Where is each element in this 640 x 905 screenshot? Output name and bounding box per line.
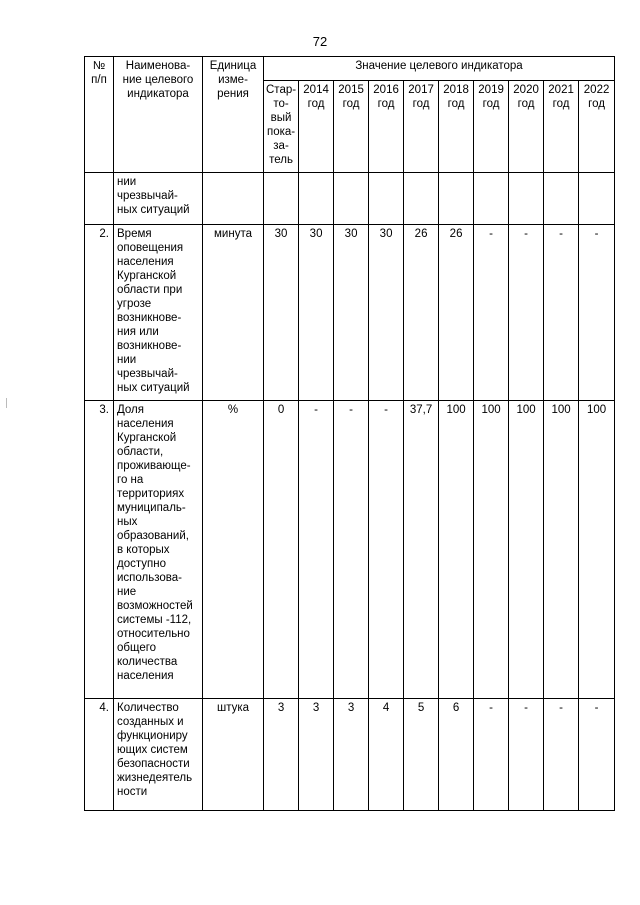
header-values-group: Значение целевого индикатора xyxy=(264,57,615,81)
header-num: № п/п xyxy=(85,57,114,173)
row-name: Доля населения Курганской области, проживающе- го на территориях муниципаль- ных образований, в которых доступно использова- ние возможностей системы -112, относительно общего количества населения xyxy=(114,401,203,699)
row-value xyxy=(579,173,615,225)
header-unit: Единица изме- рения xyxy=(203,57,264,173)
row-value xyxy=(264,173,299,225)
row-value xyxy=(439,173,474,225)
row-value: 3 xyxy=(334,699,369,811)
row-value: - xyxy=(369,401,404,699)
row-value: 30 xyxy=(299,225,334,401)
row-value: - xyxy=(474,225,509,401)
row-unit: минута xyxy=(203,225,264,401)
row-num xyxy=(85,173,114,225)
header-col-year: 2015 год xyxy=(334,81,369,173)
scan-mark xyxy=(6,398,7,408)
row-unit xyxy=(203,173,264,225)
row-value xyxy=(474,173,509,225)
row-num: 3. xyxy=(85,401,114,699)
row-value: 100 xyxy=(579,401,615,699)
row-value xyxy=(404,173,439,225)
header-col-year: 2016 год xyxy=(369,81,404,173)
header-name: Наименова- ние целевого индикатора xyxy=(114,57,203,173)
header-col-year: 2014 год xyxy=(299,81,334,173)
row-value xyxy=(334,173,369,225)
row-value: 3 xyxy=(264,699,299,811)
row-value: - xyxy=(579,699,615,811)
row-value: 30 xyxy=(334,225,369,401)
row-value: - xyxy=(544,225,579,401)
indicator-table xyxy=(84,56,615,811)
header-col-year: 2022 год xyxy=(579,81,615,173)
row-value: 0 xyxy=(264,401,299,699)
row-value: 100 xyxy=(439,401,474,699)
row-value: 26 xyxy=(404,225,439,401)
table-row xyxy=(85,173,615,225)
page-number: 72 xyxy=(312,34,328,49)
row-value: 100 xyxy=(509,401,544,699)
row-value: 37,7 xyxy=(404,401,439,699)
table-row xyxy=(85,699,615,811)
row-value: - xyxy=(509,699,544,811)
row-value: 6 xyxy=(439,699,474,811)
row-value: 100 xyxy=(474,401,509,699)
row-unit: % xyxy=(203,401,264,699)
row-value: - xyxy=(334,401,369,699)
header-col-year: 2021 год xyxy=(544,81,579,173)
row-value: - xyxy=(299,401,334,699)
row-value: 3 xyxy=(299,699,334,811)
table-row xyxy=(85,225,615,401)
table-row xyxy=(85,401,615,699)
header-col-year: 2017 год xyxy=(404,81,439,173)
row-value xyxy=(544,173,579,225)
row-value: - xyxy=(544,699,579,811)
row-name: нии чрезвычай- ных ситуаций xyxy=(114,173,203,225)
row-value: - xyxy=(579,225,615,401)
row-value: 4 xyxy=(369,699,404,811)
row-value xyxy=(369,173,404,225)
row-value: 5 xyxy=(404,699,439,811)
row-value: 30 xyxy=(264,225,299,401)
row-value: 100 xyxy=(544,401,579,699)
header-col-year: 2018 год xyxy=(439,81,474,173)
header-col-start: Стар- то- вый пока- за- тель xyxy=(264,81,299,173)
header-col-year: 2020 год xyxy=(509,81,544,173)
row-value: 26 xyxy=(439,225,474,401)
row-num: 4. xyxy=(85,699,114,811)
row-value: - xyxy=(509,225,544,401)
header-col-year: 2019 год xyxy=(474,81,509,173)
row-name: Время оповещения населения Курганской области при угрозе возникнове- ния или возникнове- нии чрезвычай- ных ситуаций xyxy=(114,225,203,401)
row-num: 2. xyxy=(85,225,114,401)
row-name: Количество созданных и функциониру ющих систем безопасности жизнедеятель ности xyxy=(114,699,203,811)
row-value: 30 xyxy=(369,225,404,401)
row-unit: штука xyxy=(203,699,264,811)
row-value xyxy=(299,173,334,225)
row-value: - xyxy=(474,699,509,811)
row-value xyxy=(509,173,544,225)
